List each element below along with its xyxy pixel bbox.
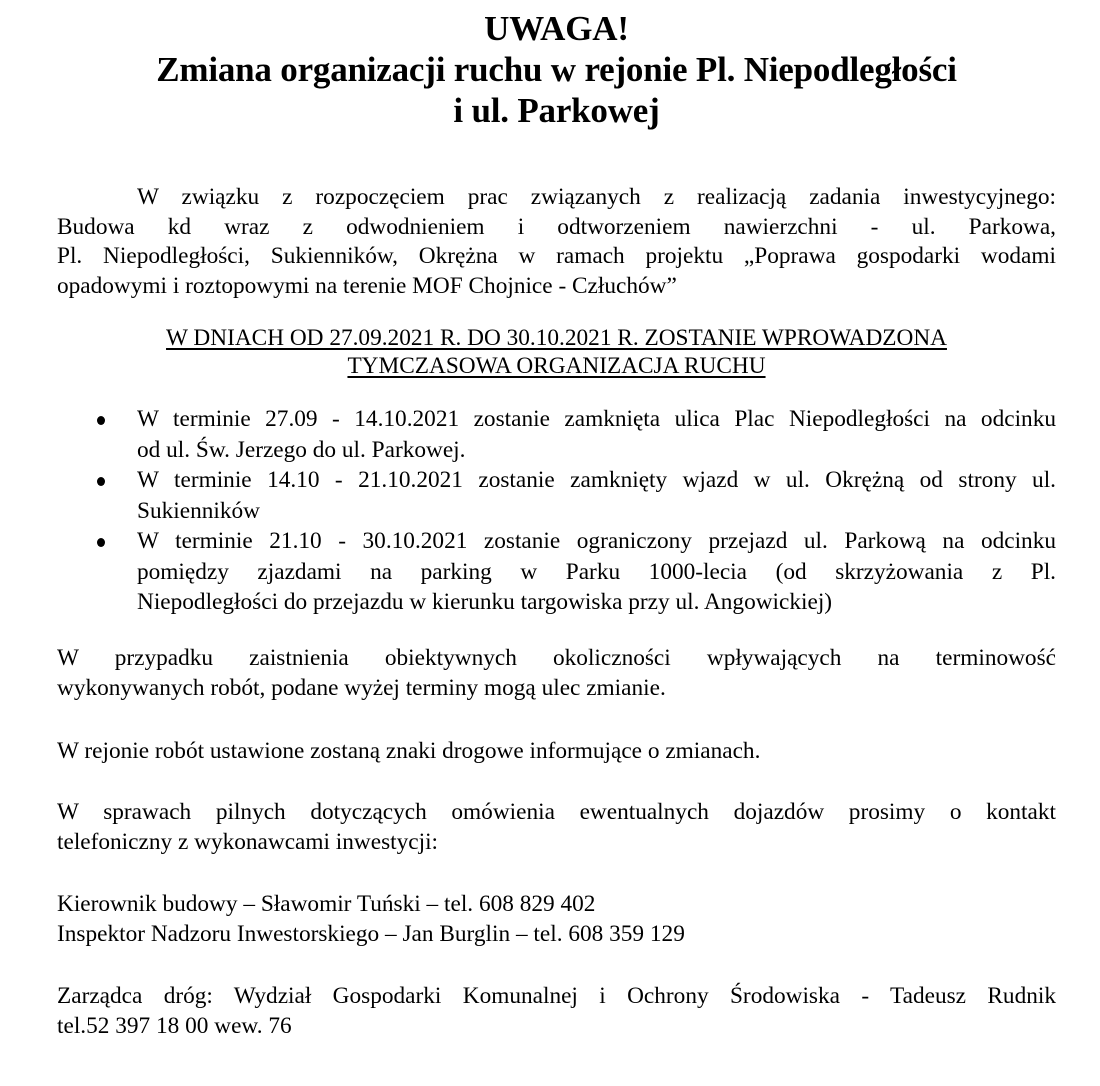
notice-line2: TYMCZASOWA ORGANIZACJA RUCHU [347,353,766,379]
title-subject-line2: i ul. Parkowej [453,91,660,130]
delay-paragraph: W przypadku zaistnienia obiektywnych okoliczności wpływających na terminowość wykonywanych robót, podane wyżej terminy mogą ulec zmianie. [57,644,1056,701]
list-item: W terminie 14.10 - 21.10.2021 zostanie zamknięty wjazd w ul. Okrężną od strony ul. Sukienników [57,465,1056,526]
notice-document [57,0,1056,1041]
traffic-notice-heading [57,324,1056,380]
contact-list [57,889,1056,950]
intro-line: Budowa kd wraz z odwodnieniem i odtworzeniem nawierzchni - ul. Parkowa, [57,213,1056,240]
document-title [57,8,1056,131]
road-signs-paragraph: W rejonie robót ustawione zostaną znaki drogowe informujące o zmianach. [57,737,761,764]
list-item: W terminie 21.10 - 30.10.2021 zostanie ograniczony przejazd ul. Parkową na odcinku pomiędzy zjazdami na parking w Parku 1000-lecia (od skrzyżowania z Pl. Niepodległości do przejazdu w kierunku targowiska przy ul. Angowickiej) [57,526,1056,618]
list-item: W terminie 27.09 - 14.10.2021 zostanie zamknięta ulica Plac Niepodległości na odcinku od ul. Św. Jerzego do ul. Parkowej. [57,404,1056,465]
intro-line: Pl. Niepodległości, Sukienników, Okrężna w ramach projektu „Poprawa gospodarki wodami [57,243,1056,269]
title-warning: UWAGA! [484,9,629,48]
contact-inspector: Inspektor Nadzoru Inwestorskiego – Jan Burglin – tel. 608 359 129 [57,921,685,947]
intro-line: W związku z rozpoczęciem prac związanych z realizacją zadania inwestycyjnego: [137,184,1056,210]
bullet-icon [97,416,105,425]
title-subject-line1: Zmiana organizacji ruchu w rejonie Pl. Niepodległości [156,50,957,89]
closure-schedule-list [57,404,1056,618]
contact-paragraph: W sprawach pilnych dotyczących omówienia ewentualnych dojazdów prosimy o kontakt telefoniczny z wykonawcami inwestycji: [57,798,1056,855]
intro-paragraph [57,183,1056,301]
notice-line1: W DNIACH OD 27.09.2021 R. DO 30.10.2021 R. ZOSTANIE WPROWADZONA [166,325,947,351]
bullet-icon [97,477,105,486]
contact-site-manager: Kierownik budowy – Sławomir Tuński – tel. 608 829 402 [57,890,596,917]
road-manager-paragraph: Zarządca dróg: Wydział Gospodarki Komunalnej i Ochrony Środowiska - Tadeusz Rudnik tel.52 397 18 00 wew. 76 [57,982,1056,1039]
bullet-icon [97,538,105,547]
intro-line: opadowymi i roztopowymi na terenie MOF Chojnice - Człuchów” [57,272,677,299]
